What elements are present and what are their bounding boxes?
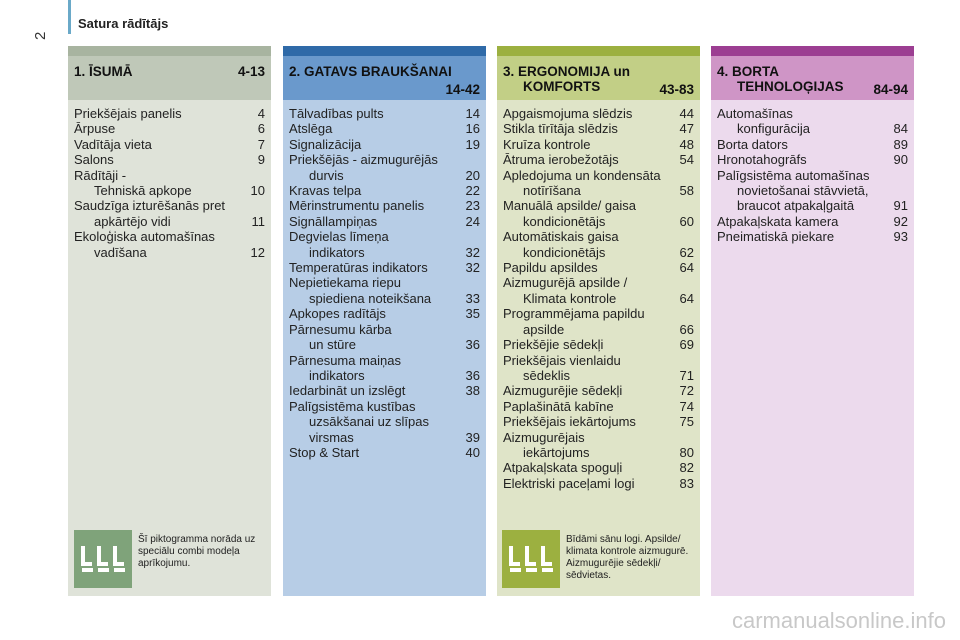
entry-page-number: 7 (257, 136, 265, 152)
toc-entry[interactable] (289, 322, 480, 353)
entry-title: Salons (74, 152, 114, 168)
entry-page-number: 36 (465, 367, 480, 383)
toc-entry[interactable] (717, 168, 908, 214)
toc-entry[interactable] (289, 183, 480, 198)
entry-title-continuation: sēdeklis (523, 367, 570, 383)
section-column-4 (711, 46, 914, 596)
toc-entry[interactable] (717, 152, 908, 167)
section-color-bar (711, 46, 914, 56)
section-column-1 (68, 46, 271, 596)
entry-title: Priekšējais panelis (74, 106, 182, 121)
entry-title-continuation: konfigurācija (737, 121, 810, 137)
section-heading[interactable] (497, 56, 700, 100)
entry-title-continuation: novietošanai stāvvietā, (737, 183, 869, 199)
entry-title-continuation: Klimata kontrole (523, 290, 617, 306)
entry-title-continuation: kondicionētājs (523, 244, 606, 260)
toc-entry[interactable] (289, 383, 480, 398)
entry-title: Ekoloģiska automašīnas (74, 229, 215, 245)
entry-page-number: 69 (679, 337, 694, 353)
toc-entry[interactable] (74, 137, 265, 152)
entry-title: Ārpuse (74, 121, 116, 137)
toc-entry[interactable] (289, 306, 480, 321)
entry-title: Priekšējie sēdekļi (503, 337, 604, 353)
entry-title: Kravas telpa (289, 183, 362, 199)
entry-page-number: 92 (893, 213, 908, 229)
entry-page-number: 93 (893, 229, 908, 245)
section-title: 3. ERGONOMIJA un (503, 64, 631, 79)
entry-page-number: 74 (679, 398, 694, 414)
entry-page-number: 36 (465, 337, 480, 353)
entry-title: Pārnesuma maiņas (289, 352, 401, 368)
toc-entry[interactable] (289, 229, 480, 260)
toc-entry[interactable] (717, 137, 908, 152)
entry-page-number: 83 (679, 475, 694, 491)
entry-page-number: 64 (679, 260, 694, 276)
toc-entry[interactable] (74, 198, 265, 229)
entry-title: Automašīnas (717, 106, 793, 121)
entry-page-number: 90 (893, 152, 908, 168)
entry-page-number: 38 (465, 383, 480, 399)
entry-page-number: 4 (257, 106, 265, 121)
toc-entry[interactable] (503, 198, 694, 229)
entry-page-number: 91 (893, 198, 908, 214)
entry-title: Apgaismojuma slēdzis (503, 106, 633, 121)
entry-title: Paplašinātā kabīne (503, 398, 614, 414)
entry-page-number: 75 (679, 414, 694, 430)
toc-entry[interactable] (74, 121, 265, 136)
entry-title: Stikla tīrītāja slēdzis (503, 121, 618, 137)
entry-title: Signalizācija (289, 136, 362, 152)
entry-title: Priekšējais vienlaidu (503, 352, 621, 368)
entry-title-continuation: apkārtējo vidi (94, 213, 171, 229)
toc-entry[interactable] (503, 460, 694, 475)
entry-title: Ātruma ierobežotājs (503, 152, 619, 168)
entry-title: Palīgsistēma automašīnas (717, 167, 870, 183)
toc-entry[interactable] (503, 121, 694, 136)
entry-page-number: 62 (679, 244, 694, 260)
toc-entry[interactable] (289, 121, 480, 136)
entry-title: Stop & Start (289, 444, 360, 460)
entry-page-number: 33 (465, 290, 480, 306)
toc-entry[interactable] (289, 106, 480, 121)
entry-title: Elektriski paceļami logi (503, 475, 635, 491)
entry-title-continuation: uzsākšanai uz slīpas (309, 414, 429, 430)
entry-title: Tālvadības pults (289, 106, 384, 121)
entry-title: Automātiskais gaisa (503, 229, 619, 245)
toc-entry[interactable] (289, 137, 480, 152)
toc-entry[interactable] (289, 260, 480, 275)
entry-page-number: 6 (257, 121, 265, 137)
toc-entry[interactable] (289, 353, 480, 384)
entry-page-number: 9 (257, 152, 265, 168)
toc-entry[interactable] (503, 383, 694, 398)
entry-title: Apledojuma un kondensāta (503, 167, 661, 183)
entry-title: Temperatūras indikators (289, 260, 428, 276)
toc-entry[interactable] (503, 260, 694, 275)
section-page-range: 14-42 (445, 82, 480, 97)
toc-entry[interactable] (74, 168, 265, 199)
watermark: carmanualsonline.info (731, 608, 946, 633)
toc-entry[interactable] (289, 399, 480, 445)
toc-entry[interactable] (503, 168, 694, 199)
entry-title-continuation: spiediena noteikšana (309, 290, 432, 306)
entry-list (283, 100, 486, 460)
entry-page-number: 44 (679, 106, 694, 121)
toc-entry[interactable] (289, 275, 480, 306)
toc-entry[interactable] (503, 306, 694, 337)
toc-entry[interactable] (503, 430, 694, 461)
entry-title-continuation: braucot atpakaļgaitā (737, 198, 855, 214)
entry-title-continuation: kondicionētājs (523, 213, 606, 229)
entry-page-number: 32 (465, 244, 480, 260)
toc-entry[interactable] (289, 214, 480, 229)
entry-page-number: 89 (893, 136, 908, 152)
toc-entry[interactable] (503, 229, 694, 260)
seats-icon (502, 530, 560, 588)
toc-entry[interactable] (503, 337, 694, 352)
entry-page-number: 14 (465, 106, 480, 121)
entry-title-continuation: indikators (309, 244, 365, 260)
entry-page-number: 11 (251, 213, 265, 229)
entry-title: Iedarbināt un izslēgt (289, 383, 406, 399)
entry-title-continuation: virsmas (309, 429, 354, 445)
entry-page-number: 60 (679, 213, 694, 229)
toc-entry[interactable] (717, 214, 908, 229)
header-accent-bar (68, 0, 71, 34)
seats-icon (74, 530, 132, 588)
toc-entry[interactable] (503, 275, 694, 306)
section-title-line-2: KOMFORTS (523, 79, 601, 94)
section-page-range: 4-13 (237, 64, 265, 79)
entry-page-number: 10 (250, 183, 265, 199)
entry-title: Priekšējais iekārtojums (503, 414, 636, 430)
note-text: Šī piktogramma norāda uz speciālu combi modeļa aprīkojumu. (138, 534, 256, 569)
entry-title: Papildu apsildes (503, 260, 598, 276)
entry-list (68, 100, 271, 260)
entry-title: Vadītāja vieta (74, 136, 152, 152)
entry-title-continuation: durvis (309, 167, 344, 183)
entry-page-number: 32 (465, 260, 480, 276)
entry-title: Hronotahogrāfs (717, 152, 807, 168)
entry-title: Aizmugurējie sēdekļi (503, 383, 623, 399)
section-page-range: 43-83 (659, 82, 694, 97)
note-text: Bīdāmi sānu logi. Apsilde/ klimata kontrole aizmugurē. Aizmugurējie sēdekļi/ sēdvietas. (566, 534, 689, 581)
entry-title: Degvielas līmeņa (289, 229, 389, 245)
section-title: 1. ĪSUMĀ (74, 64, 133, 79)
entry-title-continuation: apsilde (523, 321, 565, 337)
section-title-line-2: TEHNOLOĢIJAS (737, 79, 844, 94)
toc-entry[interactable] (503, 106, 694, 121)
entry-page-number: 24 (465, 213, 480, 229)
entry-title: Priekšējās - aizmugurējās (289, 152, 438, 168)
entry-title: Aizmugurējais (503, 429, 585, 445)
toc-entry[interactable] (74, 152, 265, 167)
section-title: 2. GATAVS BRAUKŠANAI (289, 64, 452, 79)
entry-title: Signāllampiņas (289, 213, 378, 229)
toc-entry[interactable] (717, 106, 908, 137)
entry-title: Pneimatiskā piekare (717, 229, 835, 245)
entry-page-number: 39 (465, 429, 480, 445)
toc-entry[interactable] (503, 414, 694, 429)
entry-list (497, 100, 700, 491)
header-title: Satura rādītājs (78, 16, 169, 31)
section-heading[interactable] (711, 56, 914, 100)
entry-title-continuation: Tehniskā apkope (94, 183, 192, 199)
entry-title: Manuālā apsilde/ gaisa (503, 198, 636, 214)
toc-entry[interactable] (503, 399, 694, 414)
section-heading[interactable] (283, 56, 486, 100)
entry-title: Palīgsistēma kustības (289, 398, 416, 414)
entry-page-number: 20 (465, 167, 480, 183)
entry-title: Borta dators (717, 136, 788, 152)
entry-page-number: 64 (679, 290, 694, 306)
entry-title-continuation: indikators (309, 367, 365, 383)
toc-entry[interactable] (74, 106, 265, 121)
entry-title: Atpakaļskata spoguļi (503, 460, 623, 476)
combi-note (502, 530, 691, 588)
section-color-bar (497, 46, 700, 56)
toc-entry[interactable] (289, 445, 480, 460)
entry-page-number: 58 (679, 183, 694, 199)
toc-entry[interactable] (289, 198, 480, 213)
entry-page-number: 40 (465, 444, 480, 460)
entry-title: Saudzīga izturēšanās pret (74, 198, 226, 214)
entry-page-number: 82 (679, 460, 694, 476)
section-column-2 (283, 46, 486, 596)
entry-page-number: 72 (679, 383, 694, 399)
toc-entry[interactable] (74, 229, 265, 260)
entry-page-number: 23 (465, 198, 480, 214)
entry-title-continuation: vadīšana (94, 244, 147, 260)
section-page-range: 84-94 (873, 82, 908, 97)
entry-title-continuation: un stūre (309, 337, 356, 353)
toc-entry[interactable] (503, 137, 694, 152)
entry-page-number: 22 (465, 183, 480, 199)
section-title: 4. BORTA (717, 64, 780, 79)
entry-page-number: 16 (465, 121, 480, 137)
entry-title: Atslēga (289, 121, 333, 137)
entry-page-number: 71 (679, 367, 694, 383)
entry-page-number: 48 (679, 136, 694, 152)
entry-list (711, 100, 914, 245)
entry-page-number: 19 (465, 136, 480, 152)
toc-entry[interactable] (503, 353, 694, 384)
toc-entry[interactable] (503, 476, 694, 491)
toc-entry[interactable] (503, 152, 694, 167)
entry-title: Atpakaļskata kamera (717, 213, 839, 229)
entry-page-number: 54 (679, 152, 694, 168)
section-column-3 (497, 46, 700, 596)
entry-page-number: 12 (250, 244, 265, 260)
entry-title: Mērinstrumentu panelis (289, 198, 425, 214)
entry-page-number: 80 (679, 444, 694, 460)
entry-title: Aizmugurējā apsilde / (503, 275, 628, 291)
entry-title: Programmējama papildu (503, 306, 645, 322)
entry-title: Apkopes radītājs (289, 306, 386, 322)
section-color-bar (68, 46, 271, 56)
entry-title-continuation: iekārtojums (523, 444, 590, 460)
combi-note (74, 530, 268, 588)
entry-page-number: 66 (679, 321, 694, 337)
entry-title: Nepietiekama riepu (289, 275, 402, 291)
toc-entry[interactable] (717, 229, 908, 244)
page-number: 2 (32, 31, 49, 40)
entry-title: Pārnesumu kārba (289, 321, 392, 337)
toc-entry[interactable] (289, 152, 480, 183)
entry-title: Rādītāji - (74, 167, 127, 183)
entry-title: Kruīza kontrole (503, 136, 591, 152)
entry-page-number: 84 (893, 121, 908, 137)
section-color-bar (283, 46, 486, 56)
entry-page-number: 35 (465, 306, 480, 322)
entry-page-number: 47 (679, 121, 694, 137)
section-heading[interactable] (68, 56, 271, 100)
entry-title-continuation: notīrīšana (523, 183, 581, 199)
